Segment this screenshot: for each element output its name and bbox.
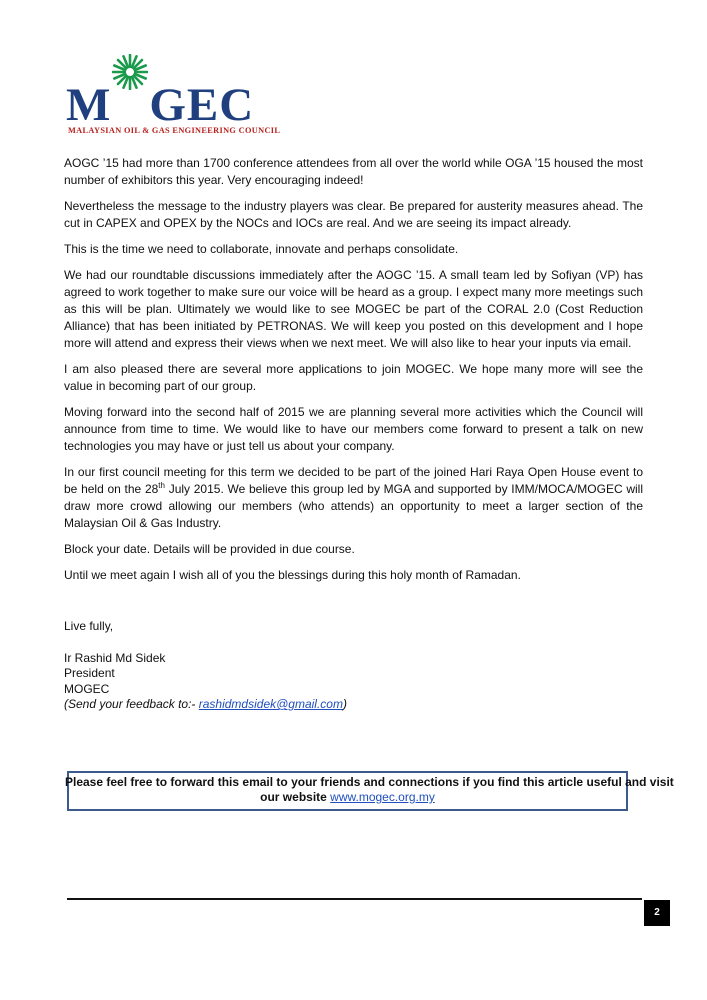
- logo-burst-icon: [111, 84, 149, 120]
- paragraph-conference: AOGC ’15 had more than 1700 conference attendees from all over the world while OGA ’15 housed the most number of exhibitors this year. Very encouraging indeed!: [64, 156, 643, 187]
- paragraph-austerity: Nevertheless the message to the industry players was clear. Be prepared for austerity measures ahead. The cut in CAPEX and OPEX by the NOCs and IOCs are real. And we are seeing its impact already.: [64, 199, 643, 230]
- paragraph-collaborate: This is the time we need to collaborate, innovate and perhaps consolidate.: [64, 242, 459, 256]
- paragraph-ramadan: Until we meet again I wish all of you the blessings during this holy month of Ramadan.: [64, 568, 521, 582]
- signer-title: President: [64, 666, 115, 680]
- page-number: 2: [644, 900, 670, 926]
- paragraph-applications: I am also pleased there are several more applications to join MOGEC. We hope many more will see the value in becoming part of our group.: [64, 362, 643, 393]
- footer-rule: [67, 898, 642, 900]
- forward-callout-box: [65, 771, 674, 811]
- date-superscript: th: [158, 481, 165, 490]
- paragraph-activities: Moving forward into the second half of 2015 we are planning several more activities which the Council will announce from time to time. We would like to have our members come forward to present a talk on new technologies you may have or just tell us about your company.: [64, 405, 643, 453]
- mogec-logo: [64, 79, 286, 140]
- callout-line-1: Please feel free to forward this email to your friends and connections if you find this article useful and visit: [65, 775, 674, 789]
- paragraph-hari-raya: In our first council meeting for this term we decided to be part of the joined Hari Raya Open House event to be held on the 28th July 2015. We believe this group led by MGA and supported by IMM/MOCA/MOGEC will draw more crowd allowing our members (who attends) an opportunity to meet a larger section of the Malaysian Oil & Gas Industry.: [64, 465, 644, 530]
- feedback-line: (Send your feedback to:- rashidmdsidek@gmail.com): [64, 697, 347, 711]
- signer-name: Ir Rashid Md Sidek: [64, 650, 166, 665]
- callout-line-2: our website www.mogec.org.my: [260, 790, 435, 804]
- salutation: Live fully,: [64, 619, 114, 633]
- signature-block: [64, 619, 347, 713]
- logo-subtitle: MALAYSIAN OIL & GAS ENGINEERING COUNCIL: [68, 126, 281, 135]
- signer-org: MOGEC: [64, 681, 110, 696]
- logo-wordmark: [66, 80, 254, 130]
- paragraph-block-date: Block your date. Details will be provided in due course.: [64, 542, 355, 556]
- paragraph-roundtable: We had our roundtable discussions immediately after the AOGC ’15. A small team led by Sofiyan (VP) has agreed to work together to make sure our voice will be heard as a group. I expect many more meetings such as this will be plan. Ultimately we would like to see MOGEC be part of the CORAL 2.0 (Cost Reduction Alliance) that has been initiated by PETRONAS. We will keep you posted on this development and I hope more will attend and express their views when we next meet. We will also like to hear your inputs via email.: [64, 268, 643, 350]
- logo-letters-gec: GEC: [149, 79, 255, 131]
- feedback-email-link[interactable]: rashidmdsidek@gmail.com: [198, 697, 343, 711]
- logo-letter-m: M: [66, 79, 112, 131]
- website-link[interactable]: www.mogec.org.my: [330, 790, 435, 804]
- letter-body: [64, 155, 643, 593]
